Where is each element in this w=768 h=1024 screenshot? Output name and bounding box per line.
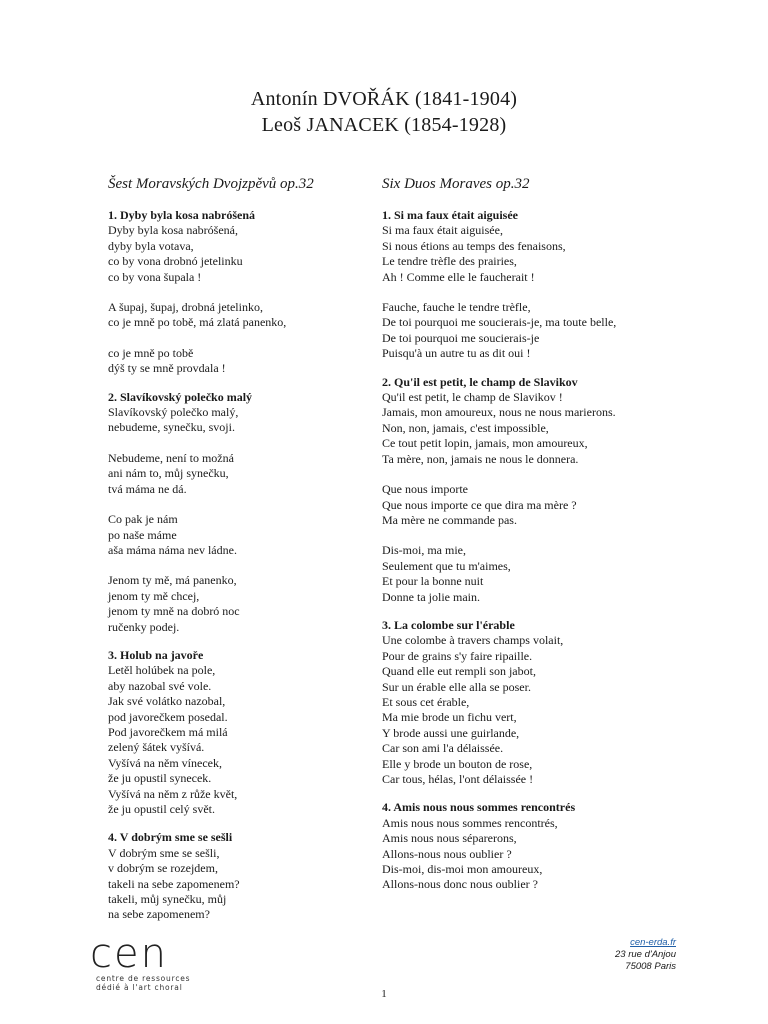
stanza <box>108 846 378 923</box>
logo-wordmark: cen <box>90 931 168 977</box>
verse-line: Et sous cet érable, <box>382 694 470 709</box>
verse-line: co by vona šupala ! <box>108 269 202 284</box>
stanza <box>382 482 644 528</box>
stanza <box>108 405 378 436</box>
stanza <box>382 543 644 605</box>
stanza <box>108 346 378 377</box>
verse-line: Dis-moi, dis-moi mon amoureux, <box>382 862 543 877</box>
verse-line: De toi pourquoi me soucierais-je, ma toute belle, <box>382 315 617 330</box>
verse-line: aša máma náma nev ládne. <box>108 542 237 557</box>
song-title: 4. V dobrým sme se sešli <box>108 830 233 845</box>
verse-line: Allons-nous donc nous oublier ? <box>382 877 538 892</box>
song-block <box>108 648 378 817</box>
verse-line: Jak své volátko nazobal, <box>108 694 226 709</box>
verse-line: Ma mère ne commande pas. <box>382 512 517 527</box>
song-title: 2. Slavíkovský polečko malý <box>108 389 253 404</box>
song-block <box>382 375 644 605</box>
verse-line: že ju opustil synecek. <box>108 771 212 786</box>
verse-line: A šupaj, šupaj, drobná jetelinko, <box>108 300 263 315</box>
verse-line: v dobrým se rozejdem, <box>108 861 218 876</box>
song-title: 1. Dyby byla kosa nabróšená <box>108 208 256 222</box>
page-number: 1 <box>381 988 387 1000</box>
logo-tagline-2: dédié à l'art choral <box>96 983 183 992</box>
verse-line: Letěl holúbek na pole, <box>108 663 216 678</box>
stanza <box>108 663 378 817</box>
verse-line: Que nous importe <box>382 482 468 497</box>
verse-line: Quand elle eut rempli son jabot, <box>382 664 536 679</box>
verse-line: Dis-moi, ma mie, <box>382 543 466 558</box>
song-title: 1. Si ma faux était aiguisée <box>382 208 518 222</box>
composer-janacek: Leoš JANACEK (1854-1928) <box>261 114 507 136</box>
stanza <box>108 223 378 285</box>
verse-line: V dobrým sme se sešli, <box>108 845 220 860</box>
verse-line: dýš ty se mně provdala ! <box>108 361 226 376</box>
song-block <box>108 830 378 922</box>
verse-line: Puisqu'à un autre tu as dit oui ! <box>382 346 531 361</box>
verse-line: Nebudeme, není to možná <box>108 450 234 465</box>
verse-line: De toi pourquoi me soucierais-je <box>382 330 540 345</box>
french-column <box>382 174 644 906</box>
stanza <box>382 300 644 362</box>
verse-line: takeli na sebe zapomenem? <box>108 876 240 891</box>
verse-line: jenom ty mně na dobró noc <box>108 604 240 619</box>
verse-line: Ah ! Comme elle le faucherait ! <box>382 269 535 284</box>
verse-line: aby nazobal své vole. <box>108 678 212 693</box>
verse-line: Le tendre trèfle des prairies, <box>382 254 517 269</box>
verse-line: Jenom ty mě, má panenko, <box>108 573 237 588</box>
verse-line: Si ma faux était aiguisée, <box>382 223 503 238</box>
verse-line: Pod javorečkem má milá <box>108 724 228 739</box>
czech-column <box>108 174 378 936</box>
verse-line: Ma mie brode un fichu vert, <box>382 710 517 725</box>
logo-tagline-1: centre de ressources <box>96 974 191 983</box>
stanza <box>108 512 378 558</box>
verse-line: takeli, můj synečku, můj <box>108 892 227 907</box>
verse-line: Dyby byla kosa nabróšená, <box>108 223 238 238</box>
song-block <box>108 208 378 377</box>
song-block <box>108 390 378 635</box>
stanza <box>108 300 378 331</box>
verse-line: Donne ta jolie main. <box>382 589 480 604</box>
verse-line: Si nous étions au temps des fenaisons, <box>382 238 566 253</box>
verse-line: Elle y brode un bouton de rose, <box>382 756 533 771</box>
verse-line: Vyšívá na něm z růže květ, <box>108 786 238 801</box>
address-city: 75008 Paris <box>625 961 676 972</box>
verse-line: Slavíkovský polečko malý, <box>108 405 239 420</box>
verse-line: tvá máma ne dá. <box>108 481 187 496</box>
verse-line: že ju opustil celý svět. <box>108 802 215 816</box>
verse-line: co je mně po tobě, má zlatá panenko, <box>108 315 287 330</box>
verse-line: Car tous, hélas, l'ont délaissée ! <box>382 772 534 786</box>
address-street: 23 rue d'Anjou <box>615 949 676 960</box>
verse-line: Une colombe à travers champs volait, <box>382 633 564 648</box>
verse-line: Amis nous nous séparerons, <box>382 831 517 846</box>
verse-line: Pour de grains s'y faire ripaille. <box>382 648 533 663</box>
song-block <box>382 618 644 787</box>
stanza <box>108 451 378 497</box>
stanza <box>382 390 644 467</box>
document-header <box>0 86 768 138</box>
song-title: 4. Amis nous nous sommes rencontrés <box>382 800 576 815</box>
verse-line: Car son ami l'a délaissée. <box>382 741 504 756</box>
stanza <box>382 223 644 285</box>
verse-line: Amis nous nous sommes rencontrés, <box>382 815 558 830</box>
verse-line: zelený šátek vyšívá. <box>108 740 205 755</box>
verse-line: Co pak je nám <box>108 512 178 527</box>
verse-line: Y brode aussi une guirlande, <box>382 725 520 740</box>
french-column-title: Six Duos Moraves op.32 <box>382 176 530 192</box>
song-title: 2. Qu'il est petit, le champ de Slavikov <box>382 374 578 389</box>
verse-line: po naše máme <box>108 527 177 542</box>
verse-line: co je mně po tobě <box>108 345 194 360</box>
verse-line: Allons-nous nous oublier ? <box>382 846 512 861</box>
verse-line: Ta mère, non, jamais ne nous le donnera. <box>382 451 579 466</box>
verse-line: nebudeme, synečku, svoji. <box>108 420 235 435</box>
verse-line: Ce tout petit lopin, jamais, mon amoureux, <box>382 436 588 451</box>
song-block <box>382 800 644 892</box>
verse-line: co by vona drobnó jetelinku <box>108 254 243 269</box>
stanza <box>382 816 644 893</box>
verse-line: Que nous importe ce que dira ma mère ? <box>382 497 577 512</box>
verse-line: Seulement que tu m'aimes, <box>382 558 511 573</box>
verse-line: Et pour la bonne nuit <box>382 574 484 589</box>
song-block <box>382 208 644 362</box>
verse-line: ani nám to, můj synečku, <box>108 466 229 481</box>
cen-logo <box>90 931 240 992</box>
stanza <box>108 573 378 635</box>
contact-block <box>615 937 676 973</box>
verse-line: jenom ty mě chcej, <box>108 588 200 603</box>
song-title: 3. La colombe sur l'érable <box>382 617 515 632</box>
verse-line: ručenky podej. <box>108 619 180 634</box>
composer-dvorak: Antonín DVOŘÁK (1841-1904) <box>250 88 518 110</box>
website-link[interactable]: cen-erda.fr <box>630 937 676 948</box>
verse-line: dyby byla votava, <box>108 238 194 253</box>
stanza <box>382 633 644 787</box>
verse-line: Fauche, fauche le tendre trèfle, <box>382 300 531 315</box>
czech-column-title: Šest Moravských Dvojzpěvů op.32 <box>108 176 314 192</box>
verse-line: Jamais, mon amoureux, nous ne nous marierons. <box>382 405 616 420</box>
verse-line: Sur un érable elle alla se poser. <box>382 679 531 694</box>
verse-line: na sebe zapomenem? <box>108 907 210 922</box>
verse-line: Non, non, jamais, c'est impossible, <box>382 420 549 435</box>
song-title: 3. Holub na javoře <box>108 647 204 662</box>
verse-line: Qu'il est petit, le champ de Slavikov ! <box>382 390 563 405</box>
verse-line: Vyšívá na něm vínecek, <box>108 755 222 770</box>
verse-line: pod javorečkem posedal. <box>108 709 228 724</box>
